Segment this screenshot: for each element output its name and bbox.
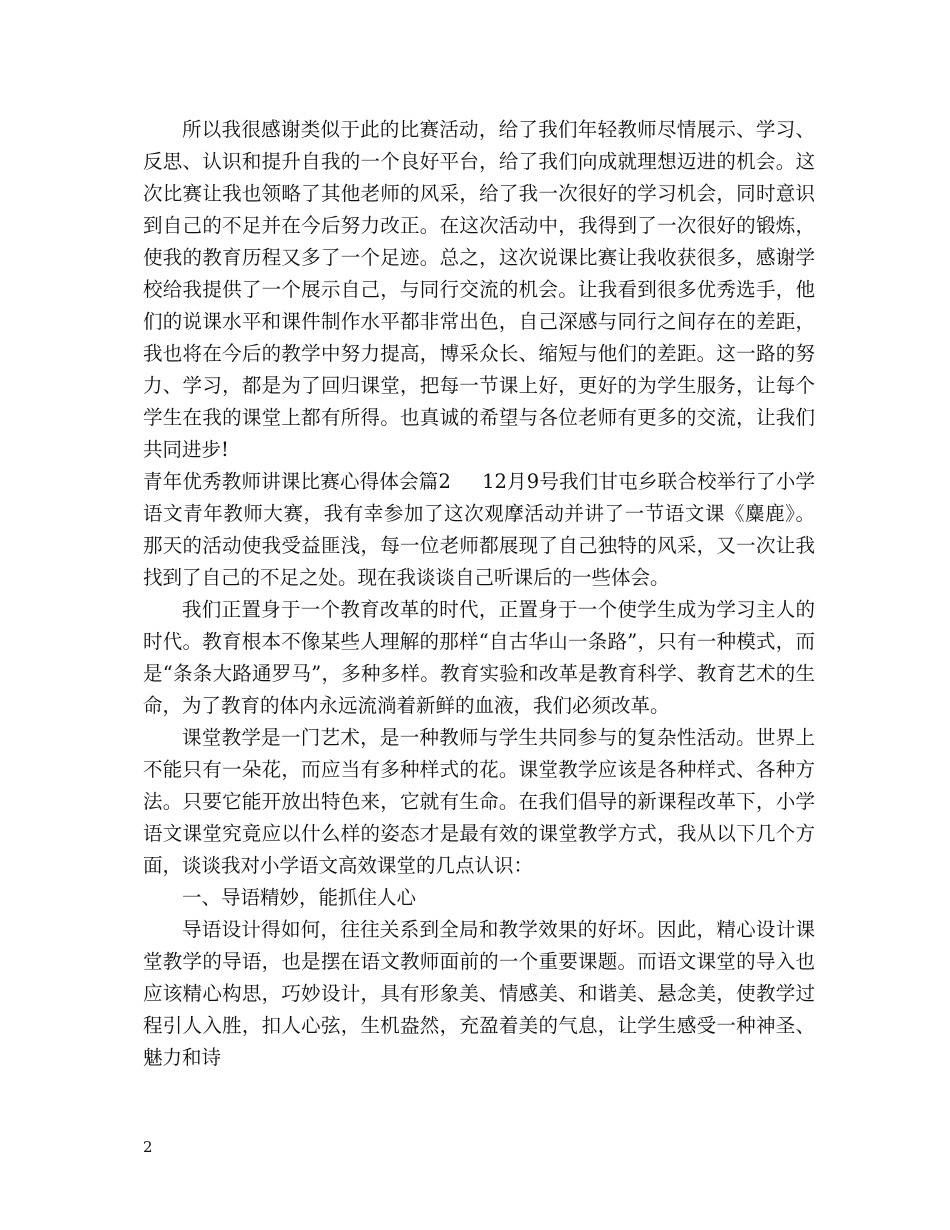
paragraph-classroom-art: 课堂教学是一门艺术，是一种教师与学生共同参与的复杂性活动。世界上不能只有一朵花，而应当有多种样式的花。课堂教学应该是各种样式、各种方法。只要它能开放出特色来，它就有生命。在我们倡导的新课程改革下，小学语文课堂究竟应以什么样的姿态才是最有效的课堂教学方式，我从以下几个方面，谈谈我对小学语文高效课堂的几点认识： xyxy=(143,726,815,877)
document-body xyxy=(143,114,815,1074)
section-heading-paragraph xyxy=(143,466,815,594)
section-intro: 12月9号我们甘屯乡联合校举行了小学语文青年教师大赛，我有幸参加了这次观摩活动并讲了一节语文课《麋鹿》。那天的活动使我受益匪浅，每一位老师都展现了自己独特的风采，又一次让我找到了自己的不足之处。现在我谈谈自己听课后的一些体会。 xyxy=(143,470,815,589)
paragraph-gratitude: 所以我很感谢类似于此的比赛活动，给了我们年轻教师尽情展示、学习、反思、认识和提升自我的一个良好平台，给了我们向成就理想迈进的机会。这次比赛让我也领略了其他老师的风采，给了我一次很好的学习机会，同时意识到自己的不足并在今后努力改正。在这次活动中，我得到了一次很好的锻炼，使我的教育历程又多了一个足迹。总之，这次说课比赛让我收获很多，感谢学校给我提供了一个展示自己，与同行交流的机会。让我看到很多优秀选手，他们的说课水平和课件制作水平都非常出色，自己深感与同行之间存在的差距，我也将在今后的教学中努力提高，博采众长、缩短与他们的差距。这一路的努力、学习，都是为了回归课堂，把每一节课上好，更好的为学生服务，让每个学生在我的课堂上都有所得。也真诚的希望与各位老师有更多的交流，让我们共同进步! xyxy=(143,118,815,461)
paragraph-reform: 我们正置身于一个教育改革的时代，正置身于一个使学生成为学习主人的时代。教育根本不像某些人理解的那样“自古华山一条路”，只有一种模式，而是“条条大路通罗马”，多种多样。教育实验和改革是教育科学、教育艺术的生命，为了教育的体内永远流淌着新鲜的血液，我们必须改革。 xyxy=(143,598,815,717)
subheading-intro-language: 一、导语精妙，能抓住人心 xyxy=(182,886,417,909)
paragraph-intro-design: 导语设计得如何，往往关系到全局和教学效果的好坏。因此，精心设计课堂教学的导语，也是摆在语文教师面前的一个重要课题。而语文课堂的导入也应该精心构思，巧妙设计，具有形象美、情感美、和谐美、悬念美，使教学过程引人入胜，扣人心弦，生机盎然，充盈着美的气息，让学生感受一种神圣、魅力和诗 xyxy=(143,918,815,1069)
page-number: 2 xyxy=(143,1138,153,1156)
section-title: 青年优秀教师讲课比赛心得体会篇2 xyxy=(143,470,451,493)
